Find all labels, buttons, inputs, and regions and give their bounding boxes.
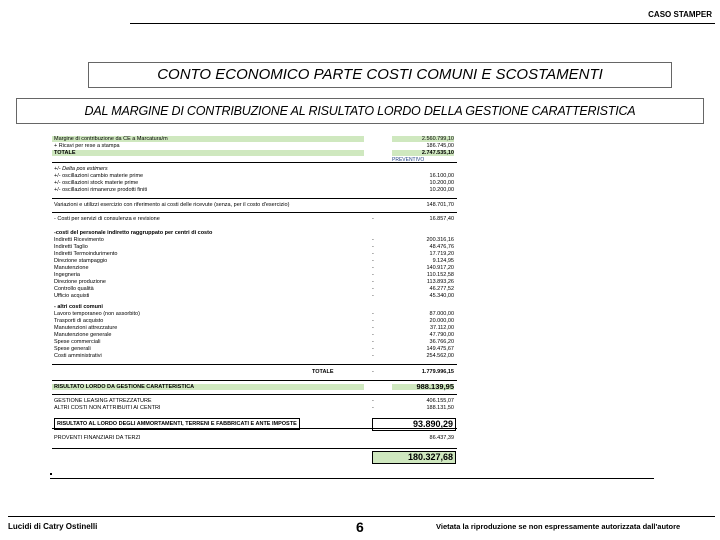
row-separator [52, 198, 457, 199]
table-row [52, 187, 457, 194]
row-separator [52, 428, 457, 429]
bottom-rule [50, 478, 654, 479]
table-row [52, 136, 457, 143]
row-separator [52, 448, 457, 449]
row-value: 20.000,00 [429, 318, 454, 324]
row-value: 148.701,70 [426, 202, 454, 208]
row-label: Costi amministrativi [54, 353, 102, 359]
row-label: TOTALE [312, 369, 334, 375]
row-value: 110.152,58 [426, 272, 454, 278]
row-value: 9.124,95 [432, 258, 454, 264]
row-label: Margine di contribuzione da CE a Marcatura/m [52, 136, 364, 142]
row-label: Spese generali [54, 346, 91, 352]
table-row [52, 265, 457, 272]
row-label: -costi del personale indiretto raggruppato per centri di costo [54, 230, 213, 236]
row-mark: - [372, 405, 374, 411]
row-mark: - [372, 244, 374, 250]
row-label: Manutenzione [54, 265, 89, 271]
table-row [52, 279, 457, 286]
table-row [52, 258, 457, 265]
row-value: 37.112,00 [429, 325, 454, 331]
row-mark: - [372, 318, 374, 324]
row-value: 254.562,00 [426, 353, 454, 359]
bullet-dot [50, 473, 52, 475]
table-row [52, 418, 457, 432]
row-mark: - [372, 369, 374, 375]
row-label: + Ricavi per rese a stampa [54, 143, 120, 149]
row-value: 406.155,07 [426, 398, 454, 404]
row-value: 140.917,20 [426, 265, 454, 271]
row-mark: - [372, 332, 374, 338]
footer-rule [8, 516, 715, 517]
case-label: CASO STAMPER [648, 10, 712, 19]
table-row [52, 304, 457, 311]
table-row [52, 435, 457, 442]
table-row [52, 311, 457, 318]
row-mark: - [372, 286, 374, 292]
row-value: 86.437,39 [429, 435, 454, 441]
row-value: 188.131,50 [426, 405, 454, 411]
table-row [52, 353, 457, 360]
row-label: TOTALE [52, 150, 364, 156]
row-label: Ingegneria [54, 272, 80, 278]
row-mark: - [372, 346, 374, 352]
row-mark: - [372, 293, 374, 299]
row-value: 93.890,29 [372, 418, 456, 431]
row-label: +/- oscillazioni stock materie prime [54, 180, 139, 186]
row-value: 180.327,68 [372, 451, 456, 464]
table-row [52, 272, 457, 279]
row-label: +/- Delta pos estimers [54, 166, 108, 172]
row-value: 16.100,00 [429, 173, 454, 179]
table-row [52, 237, 457, 244]
row-value: 45.340,00 [429, 293, 454, 299]
row-separator [52, 394, 457, 395]
row-mark: - [372, 311, 374, 317]
row-value: 1.779.996,15 [421, 369, 454, 375]
row-mark: - [372, 251, 374, 257]
row-value: 2.747.535,10 [392, 150, 454, 156]
table-row [52, 369, 457, 376]
income-statement-table [52, 136, 457, 466]
row-label: GESTIONE LEASING ATTREZZATURE [54, 398, 152, 404]
row-label: Direzione stampaggio [54, 258, 108, 264]
top-rule [130, 23, 715, 24]
row-mark: - [372, 216, 374, 222]
row-label: Controllo qualità [54, 286, 94, 292]
row-value: 36.766,20 [429, 339, 454, 345]
row-label: Trasporti di acquisto [54, 318, 104, 324]
row-label: - altri costi comuni [54, 304, 103, 310]
row-label: Lavoro temporaneo (non assorbito) [54, 311, 140, 317]
row-label: Direzione produzione [54, 279, 106, 285]
row-label: RISULTATO LORDO DA GESTIONE CARATTERISTICA [52, 384, 364, 390]
row-label: RISULTATO AL LORDO DEGLI AMMORTAMENTI, TERRENI E FABBRICATI E ANTE IMPOSTE [54, 418, 300, 430]
page-title: CONTO ECONOMICO PARTE COSTI COMUNI E SCOSTAMENTI [88, 62, 672, 88]
row-separator [52, 364, 457, 365]
col-header-0: PREVENTIVO [392, 157, 425, 163]
table-row [52, 332, 457, 339]
table-row [52, 166, 457, 173]
row-label: Indiretti Termoindurimento [54, 251, 118, 257]
table-row [52, 251, 457, 258]
row-label: +/- oscillazioni rimanenze prodotti finiti [54, 187, 148, 193]
page-number: 6 [356, 519, 364, 535]
row-value: 149.475,67 [426, 346, 454, 352]
table-row [52, 405, 457, 412]
row-value: 113.893,26 [426, 279, 454, 285]
row-label: Indiretti Taglio [54, 244, 88, 250]
table-row [52, 230, 457, 237]
table-row [52, 293, 457, 300]
row-label: - Costi per servizi di consulenza e revisione [54, 216, 160, 222]
row-value: 186.745,00 [426, 143, 454, 149]
footer-author: Lucidi di Catry Ostinelli [8, 522, 98, 531]
row-mark: - [372, 272, 374, 278]
row-mark: - [372, 237, 374, 243]
row-value: 200.316,16 [426, 237, 454, 243]
row-mark: - [372, 325, 374, 331]
row-label: Ufficio acquisti [54, 293, 90, 299]
row-mark: - [372, 398, 374, 404]
table-row [52, 286, 457, 293]
row-label: PROVENTI FINANZIARI DA TERZI [54, 435, 141, 441]
row-mark: - [372, 258, 374, 264]
row-mark: - [372, 265, 374, 271]
table-row [52, 318, 457, 325]
table-row [52, 202, 457, 209]
row-separator [52, 380, 457, 381]
row-value: 10.200,00 [429, 187, 454, 193]
row-separator [52, 162, 457, 163]
row-mark: - [372, 339, 374, 345]
table-row [52, 143, 457, 150]
table-row [52, 398, 457, 405]
row-value: 2.560.799,10 [392, 136, 454, 142]
row-value: 16.857,40 [429, 216, 454, 222]
row-value: 988.139,95 [392, 384, 454, 390]
row-value: 46.277,52 [429, 286, 454, 292]
page-subtitle: DAL MARGINE DI CONTRIBUZIONE AL RISULTATO LORDO DELLA GESTIONE CARATTERISTICA [16, 98, 704, 124]
table-row [52, 339, 457, 346]
footer-copyright: Vietata la riproduzione se non espressamente autorizzata dall'autore [436, 522, 681, 531]
row-label: Spese commerciali [54, 339, 101, 345]
table-row [52, 150, 457, 157]
row-label: Manutenzioni attrezzature [54, 325, 118, 331]
row-label: Variazioni e utilizzi esercizio con riferimento ai costi delle ricevute (senza, per il costo d'esercizio) [54, 202, 290, 208]
row-label: Manutenzione generale [54, 332, 112, 338]
row-label: ALTRI COSTI NON ATTRIBUITI AI CENTRI [54, 405, 161, 411]
row-label: +/- oscillazioni cambio materie prime [54, 173, 144, 179]
table-row [52, 173, 457, 180]
table-row [52, 216, 457, 223]
table-row [52, 180, 457, 187]
table-row [52, 451, 457, 465]
table-row [52, 325, 457, 332]
row-value: 48.476,76 [429, 244, 454, 250]
row-mark: - [372, 279, 374, 285]
table-row [52, 384, 457, 398]
row-separator [52, 212, 457, 213]
row-value: 17.719,20 [429, 251, 454, 257]
table-row [52, 244, 457, 251]
row-value: 47.790,00 [429, 332, 454, 338]
row-value: 10.200,00 [429, 180, 454, 186]
table-row [52, 346, 457, 353]
row-mark: - [372, 353, 374, 359]
row-label: Indiretti Ricevimento [54, 237, 104, 243]
row-value: 87.000,00 [429, 311, 454, 317]
